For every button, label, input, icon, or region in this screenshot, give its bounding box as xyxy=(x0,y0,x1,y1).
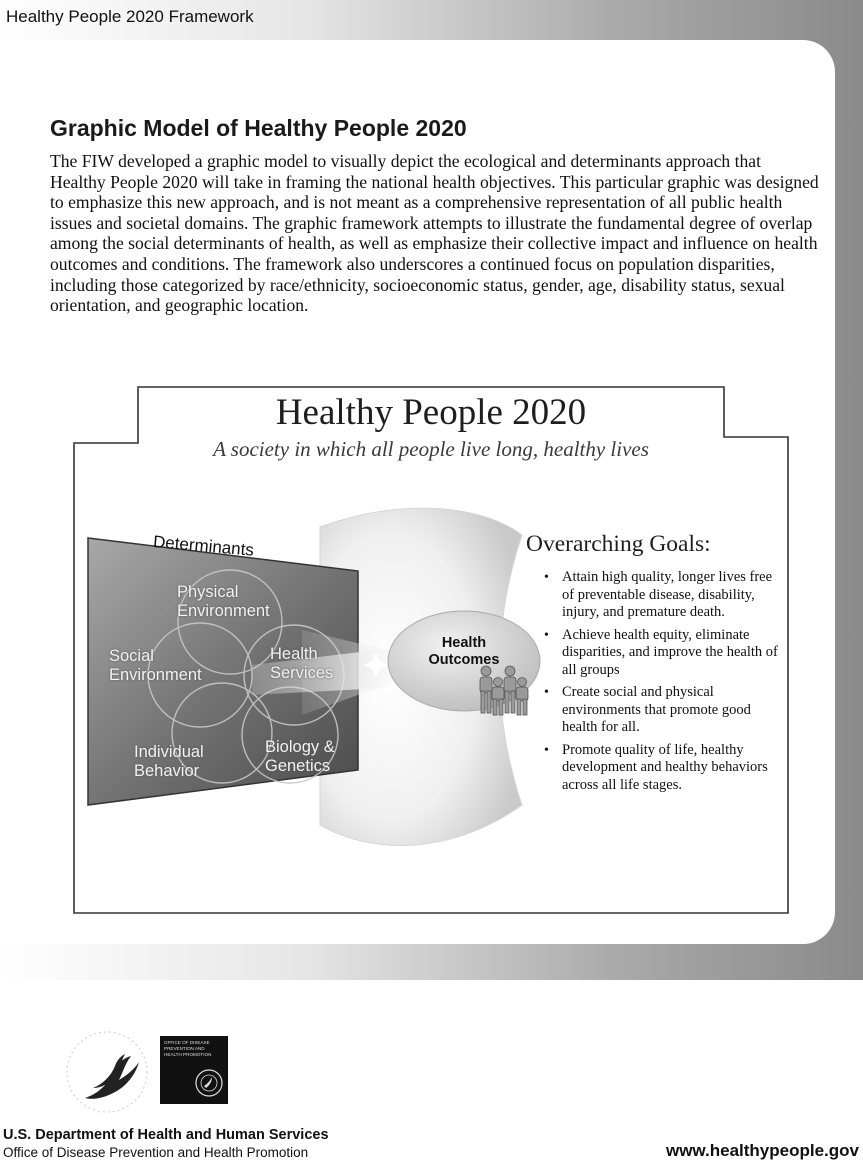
goal-item: • Attain high quality, longer lives free of preventable disease, disability, injury, and premature death. xyxy=(528,569,778,622)
figure-title: Healthy People 2020 xyxy=(275,392,587,433)
goal-item: • Create social and physical environments that promote good health for all. xyxy=(528,684,778,737)
determinant-line: Physical xyxy=(177,583,239,601)
page-header-title: Healthy People 2020 Framework xyxy=(6,7,254,26)
determinant-social-environment xyxy=(109,647,202,685)
odphp-logo xyxy=(160,1036,228,1104)
website-url: www.healthypeople.gov xyxy=(665,1141,859,1160)
determinant-line: Biology & xyxy=(265,738,335,756)
health-outcomes-label xyxy=(420,635,508,669)
outcomes-line: Health xyxy=(441,635,487,651)
determinant-line: Individual xyxy=(134,743,204,761)
healthy-people-figure xyxy=(72,385,790,917)
section-title: Graphic Model of Healthy People 2020 xyxy=(50,115,467,141)
goal-item: • Achieve health equity, eliminate disparities, and improve the health of all groups xyxy=(528,627,778,680)
odphp-logo-text: OFFICE OF DISEASE PREVENTION AND HEALTH PROMOTION xyxy=(164,1040,212,1057)
determinant-health-services xyxy=(270,645,333,683)
determinant-line: Environment xyxy=(109,666,202,684)
office-name: Office of Disease Prevention and Health Promotion xyxy=(3,1145,309,1160)
determinant-line: Behavior xyxy=(134,762,200,780)
section-body-text: The FIW developed a graphic model to visually depict the ecological and determinants approach that Healthy People 2020 will take in framing the national health objectives. This particular graphic was designed to emphasize this new approach, and is not meant as a comprehensive representation of all public health issues and societal domains. The graphic framework attempts to illustrate the fundamental degree of overlap among the social determinants of health, as well as emphasize their collective impact and influence on health outcomes and conditions. The framework also underscores a continued focus on population disparities, including those categorized by race/ethnicity, socioeconomic status, gender, age, disability status, sexual orientation, and geographic location. xyxy=(50,151,819,316)
odphp-seal-icon xyxy=(194,1068,224,1098)
goal-item: • Promote quality of life, healthy development and healthy behaviors across all life stages. xyxy=(528,742,778,795)
determinant-line: Health xyxy=(270,645,318,663)
determinants-label: Determinants xyxy=(152,532,255,560)
determinant-individual-behavior xyxy=(134,743,204,781)
determinant-line: Environment xyxy=(177,602,270,620)
goals-list xyxy=(528,569,778,799)
goals-title: Overarching Goals: xyxy=(526,531,711,557)
department-name: U.S. Department of Health and Human Services xyxy=(3,1127,329,1143)
outcomes-line: Outcomes xyxy=(428,652,500,668)
determinant-line: Social xyxy=(109,647,154,665)
determinant-line: Services xyxy=(270,664,334,682)
determinant-biology-genetics xyxy=(265,738,335,776)
figure-subtitle: A society in which all people live long, healthy lives xyxy=(213,437,649,461)
determinant-physical-environment xyxy=(177,583,270,621)
determinant-line: Genetics xyxy=(265,757,331,775)
hhs-seal-logo xyxy=(63,1028,151,1116)
